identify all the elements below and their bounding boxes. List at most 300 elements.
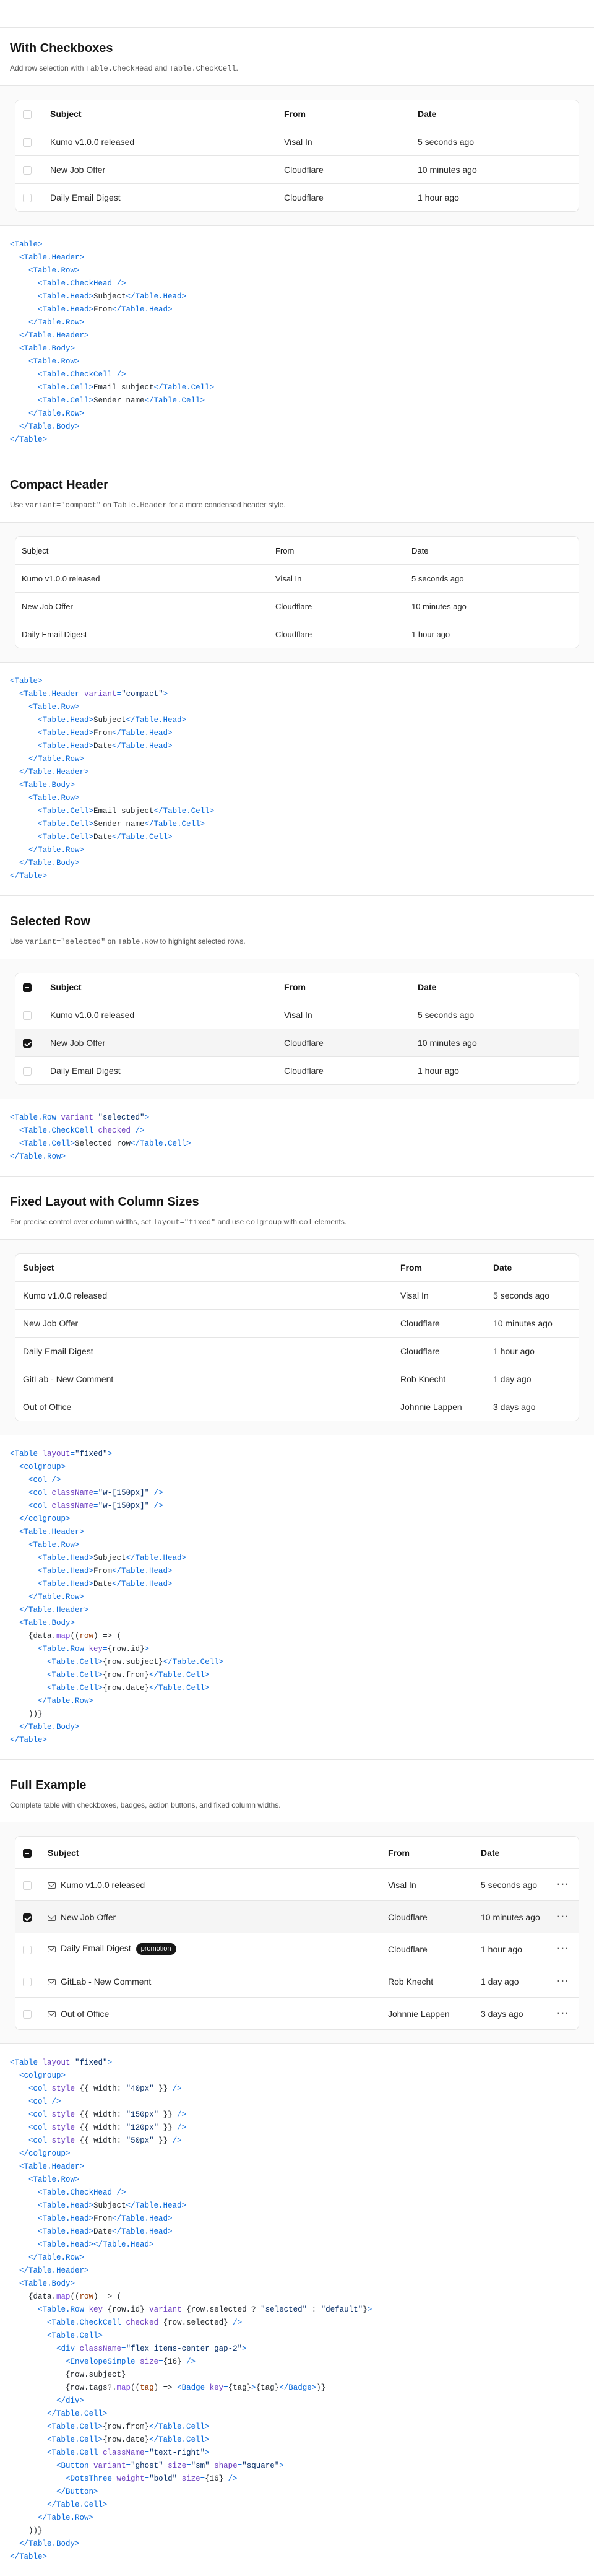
code-token bbox=[10, 2500, 47, 2509]
code-token bbox=[10, 1476, 28, 1484]
code-token bbox=[10, 768, 19, 777]
code-line bbox=[10, 2551, 584, 2564]
code-line bbox=[10, 870, 584, 883]
row-checkbox[interactable] bbox=[23, 1946, 32, 1954]
code-token: {row.from} bbox=[103, 1671, 150, 1679]
code-token: ))} bbox=[10, 1710, 43, 1718]
code-token: "40px" bbox=[126, 2084, 154, 2093]
code-line bbox=[10, 2330, 584, 2343]
code-line bbox=[10, 1591, 584, 1604]
code-token: {row.tags?. bbox=[10, 2383, 117, 2392]
code-token bbox=[10, 2253, 28, 2262]
code-token: > bbox=[279, 2461, 284, 2470]
more-actions-button[interactable]: ··· bbox=[557, 1943, 569, 1954]
code-token: <colgroup> bbox=[19, 2071, 66, 2080]
code-token: > bbox=[107, 2058, 113, 2067]
code-token: map bbox=[56, 2292, 71, 2301]
subject-cell: New Job Offer bbox=[22, 601, 73, 611]
date-cell: 1 day ago bbox=[481, 1976, 519, 1986]
subject-cell: GitLab - New Comment bbox=[23, 1374, 114, 1384]
code-token: style bbox=[51, 2136, 75, 2145]
code-token: {row.date} bbox=[103, 2435, 150, 2444]
code-token: <col bbox=[28, 2084, 52, 2093]
code-token: <Table.Cell bbox=[47, 2448, 103, 2457]
code-token: /> bbox=[131, 1126, 145, 1135]
code-line bbox=[10, 2134, 584, 2147]
code-token: variant bbox=[149, 2305, 182, 2314]
more-actions-button[interactable]: ··· bbox=[557, 1911, 569, 1922]
check-head[interactable] bbox=[15, 100, 43, 128]
select-all-checkbox[interactable] bbox=[23, 110, 32, 119]
code-token: = bbox=[126, 2461, 131, 2470]
code-token: = bbox=[200, 2474, 205, 2483]
code-token: </Table.Head> bbox=[126, 716, 187, 724]
description-text: Add row selection with bbox=[10, 64, 86, 72]
code-line bbox=[10, 2434, 584, 2447]
code-line bbox=[10, 1656, 584, 1669]
from-cell: Johnnie Lappen bbox=[400, 1402, 462, 1412]
code-token: <Table bbox=[10, 1450, 43, 1458]
code-token bbox=[10, 833, 38, 842]
code-token bbox=[10, 2539, 19, 2548]
code-line bbox=[10, 368, 584, 381]
table-row[interactable] bbox=[15, 1282, 579, 1310]
code-token bbox=[10, 2344, 56, 2353]
code-token bbox=[10, 1126, 19, 1135]
code-token: </Table.Header> bbox=[19, 331, 89, 340]
code-token bbox=[10, 1593, 28, 1601]
code-token: {row.id} bbox=[107, 2305, 150, 2314]
description-text: on bbox=[101, 500, 114, 509]
code-token: = bbox=[75, 2084, 80, 2093]
code-token: <Table.Row> bbox=[28, 357, 80, 366]
table-row[interactable] bbox=[15, 1869, 579, 1901]
inline-code: Table.Header bbox=[113, 501, 167, 510]
code-token: </Table.Row> bbox=[28, 1593, 85, 1601]
code-token bbox=[10, 2461, 56, 2470]
code-block bbox=[0, 1099, 594, 1177]
code-token: = bbox=[93, 1113, 98, 1122]
code-token bbox=[10, 1580, 38, 1588]
code-block bbox=[0, 2044, 594, 2576]
code-line bbox=[10, 2317, 584, 2330]
from-cell: Johnnie Lappen bbox=[388, 2008, 450, 2019]
code-token bbox=[10, 1502, 28, 1510]
code-token bbox=[10, 690, 19, 698]
from-cell: Cloudflare bbox=[400, 1346, 440, 1356]
table-row[interactable] bbox=[15, 1901, 579, 1933]
code-line bbox=[10, 1125, 584, 1138]
code-line bbox=[10, 290, 584, 303]
section-title: Compact Header bbox=[10, 478, 108, 492]
more-actions-button[interactable]: ··· bbox=[557, 2008, 569, 2019]
actions-header bbox=[548, 1837, 579, 1869]
check-cell[interactable] bbox=[15, 1965, 40, 1998]
code-token: </Table.Row> bbox=[28, 409, 85, 418]
code-line bbox=[10, 420, 584, 433]
code-block bbox=[0, 1435, 594, 1760]
code-token: <col /> bbox=[28, 2097, 61, 2106]
code-token: variant bbox=[61, 1113, 94, 1122]
description-text: Use bbox=[10, 500, 25, 509]
code-line bbox=[10, 433, 584, 446]
code-token bbox=[10, 2097, 28, 2106]
envelope-icon bbox=[48, 1882, 56, 1889]
from-cell: Visal In bbox=[275, 573, 302, 583]
code-token bbox=[10, 1697, 38, 1705]
date-cell: 5 seconds ago bbox=[418, 1010, 475, 1020]
code-token: className bbox=[51, 1489, 94, 1497]
row-checkbox[interactable] bbox=[23, 1881, 32, 1890]
code-token bbox=[10, 1645, 38, 1653]
code-token: (( bbox=[70, 1632, 80, 1640]
code-token: }} bbox=[153, 2136, 173, 2145]
code-token bbox=[10, 331, 19, 340]
code-token: </Table.Cell> bbox=[47, 2500, 108, 2509]
code-token: layout bbox=[42, 1450, 71, 1458]
table-row[interactable] bbox=[15, 1001, 579, 1029]
from-cell: Cloudflare bbox=[275, 601, 312, 611]
code-line bbox=[10, 779, 584, 792]
description-text: to highlight selected rows. bbox=[158, 937, 246, 946]
select-all-checkbox[interactable] bbox=[23, 983, 32, 992]
table-row[interactable] bbox=[15, 1933, 579, 1965]
code-token bbox=[10, 253, 19, 262]
example-preview bbox=[0, 959, 594, 1099]
code-token: <Table.Header> bbox=[19, 1528, 85, 1536]
code-token: <DotsThree bbox=[66, 2474, 117, 2483]
code-line bbox=[10, 355, 584, 368]
row-checkbox[interactable] bbox=[23, 194, 32, 202]
code-token bbox=[10, 1567, 38, 1575]
envelope-icon bbox=[48, 1946, 56, 1952]
check-head[interactable] bbox=[15, 1837, 40, 1869]
code-line bbox=[10, 2538, 584, 2551]
section-description bbox=[10, 1216, 584, 1228]
code-token: className bbox=[79, 2344, 122, 2353]
from-cell: Cloudflare bbox=[284, 165, 324, 175]
header-row bbox=[15, 1254, 579, 1282]
code-line bbox=[10, 407, 584, 420]
code-token: "fixed" bbox=[75, 1450, 108, 1458]
code-token bbox=[10, 846, 28, 855]
code-token: <Table.Head> bbox=[38, 2227, 94, 2236]
code-token: {row.selected} bbox=[163, 2318, 233, 2327]
row-checkbox[interactable] bbox=[23, 1039, 32, 1048]
row-checkbox[interactable] bbox=[23, 1011, 32, 1020]
section-full-example bbox=[0, 1760, 594, 2576]
code-line bbox=[10, 714, 584, 727]
row-checkbox[interactable] bbox=[23, 1067, 32, 1076]
code-token bbox=[10, 2435, 47, 2444]
code-token: <Table.Head> bbox=[38, 292, 94, 301]
code-token: > bbox=[242, 2344, 247, 2353]
code-token: style bbox=[51, 2110, 75, 2119]
code-token: <col /> bbox=[28, 1476, 61, 1484]
description-text: and bbox=[152, 64, 170, 72]
code-token: <col bbox=[28, 1489, 52, 1497]
code-line bbox=[10, 2121, 584, 2134]
code-token: {tag} bbox=[228, 2383, 252, 2392]
code-token: <Table.Head></Table.Head> bbox=[38, 2240, 154, 2249]
section-description: Complete table with checkboxes, badges, action buttons, and fixed column widths. bbox=[10, 1801, 281, 1809]
row-checkbox[interactable] bbox=[23, 2010, 32, 2019]
check-cell[interactable] bbox=[15, 1998, 40, 2030]
code-token: /> bbox=[233, 2318, 243, 2327]
table-row[interactable] bbox=[15, 184, 579, 212]
code-token bbox=[10, 2175, 28, 2184]
code-token bbox=[10, 1619, 19, 1627]
code-line bbox=[10, 740, 584, 753]
from-cell: Visal In bbox=[284, 137, 312, 147]
check-head[interactable] bbox=[15, 973, 43, 1001]
code-token: /> bbox=[149, 1502, 163, 1510]
code-token bbox=[10, 2305, 38, 2314]
column-header-date: Date bbox=[411, 546, 429, 555]
code-line bbox=[10, 2408, 584, 2421]
code-line bbox=[10, 2108, 584, 2121]
check-cell[interactable] bbox=[15, 1029, 43, 1057]
code-token bbox=[10, 1684, 47, 1692]
example-preview bbox=[0, 85, 594, 226]
column-header-subject: Subject bbox=[22, 546, 49, 555]
code-token: <Table.Head> bbox=[38, 729, 94, 738]
code-token: </Table.Head> bbox=[112, 2227, 173, 2236]
code-token bbox=[10, 2136, 28, 2145]
check-cell[interactable] bbox=[15, 184, 43, 212]
code-token: {data. bbox=[10, 2292, 57, 2301]
code-token: <Table.Cell> bbox=[47, 1658, 103, 1666]
code-line bbox=[10, 329, 584, 342]
check-cell[interactable] bbox=[15, 1933, 40, 1965]
description-text: with bbox=[282, 1217, 299, 1226]
table-row[interactable] bbox=[15, 1998, 579, 2030]
section-description bbox=[10, 499, 584, 511]
code-token bbox=[10, 2266, 19, 2275]
code-token bbox=[10, 794, 28, 803]
date-cell: 5 seconds ago bbox=[481, 1879, 538, 1890]
code-token: </Table.Head> bbox=[126, 2201, 187, 2210]
from-cell: Cloudflare bbox=[284, 193, 324, 202]
code-token bbox=[10, 2448, 47, 2457]
description-text: and use bbox=[215, 1217, 246, 1226]
code-token: </Table.Body> bbox=[19, 2539, 80, 2548]
code-line bbox=[10, 1617, 584, 1630]
subject-cell: Out of Office bbox=[23, 1402, 72, 1412]
code-token: </Table> bbox=[10, 435, 48, 444]
table-row[interactable] bbox=[15, 1393, 579, 1421]
column-header-from: From bbox=[284, 109, 306, 119]
inline-code: Table.CheckCell bbox=[169, 64, 236, 73]
row-checkbox[interactable] bbox=[23, 1978, 32, 1986]
inline-code: variant="compact" bbox=[25, 501, 101, 510]
code-line bbox=[10, 1500, 584, 1513]
code-token: </Table.Head> bbox=[126, 1554, 187, 1562]
code-token bbox=[10, 2513, 38, 2522]
code-token: variant bbox=[93, 2461, 126, 2470]
code-token: </Table.Cell> bbox=[153, 383, 215, 392]
code-token: = bbox=[75, 2136, 80, 2145]
check-cell[interactable] bbox=[15, 1001, 43, 1029]
section-title: With Checkboxes bbox=[10, 41, 113, 55]
code-token: <Table.Body> bbox=[19, 1619, 75, 1627]
code-token: <Table.Row bbox=[10, 1113, 61, 1122]
code-token: shape bbox=[214, 2461, 238, 2470]
example-preview bbox=[0, 1822, 594, 2044]
code-token: </Table.Head> bbox=[126, 292, 187, 301]
code-token: {16} bbox=[205, 2474, 228, 2483]
code-line bbox=[10, 342, 584, 355]
column-header-subject: Subject bbox=[48, 1847, 79, 1858]
code-line bbox=[10, 2160, 584, 2174]
table-row[interactable] bbox=[15, 1338, 579, 1365]
code-token: tag bbox=[140, 2383, 154, 2392]
header-row bbox=[15, 100, 579, 128]
code-token: "selected" bbox=[98, 1113, 145, 1122]
code-token: Subject bbox=[93, 2201, 126, 2210]
code-token: /> bbox=[228, 2474, 238, 2483]
check-cell[interactable] bbox=[15, 128, 43, 156]
row-checkbox[interactable] bbox=[23, 1913, 32, 1922]
date-cell: 3 days ago bbox=[493, 1402, 536, 1412]
code-token: {{ width: bbox=[79, 2123, 126, 2132]
code-token: }} bbox=[158, 2123, 178, 2132]
column-header-from: From bbox=[388, 1847, 410, 1858]
code-token: <Table.Body> bbox=[19, 2279, 75, 2288]
table-row[interactable] bbox=[15, 156, 579, 184]
code-line bbox=[10, 1578, 584, 1591]
code-token: <Table.Header> bbox=[19, 253, 85, 262]
code-token bbox=[10, 305, 38, 314]
code-line bbox=[10, 2265, 584, 2278]
code-line bbox=[10, 857, 584, 870]
code-line bbox=[10, 1604, 584, 1617]
date-cell: 5 seconds ago bbox=[493, 1290, 550, 1300]
code-block bbox=[0, 226, 594, 459]
code-token: </Table.Header> bbox=[19, 2266, 89, 2275]
column-header-date: Date bbox=[418, 109, 437, 119]
code-token: <Table.Cell> bbox=[19, 1139, 75, 1148]
code-line bbox=[10, 1138, 584, 1151]
code-token: "50px" bbox=[126, 2136, 154, 2145]
code-token: className bbox=[103, 2448, 145, 2457]
code-token: = bbox=[223, 2383, 228, 2392]
code-token: > bbox=[107, 1450, 113, 1458]
check-cell[interactable] bbox=[15, 1901, 40, 1933]
code-token: = bbox=[70, 2058, 75, 2067]
code-token bbox=[10, 1541, 28, 1549]
code-token: </Table.Head> bbox=[112, 2214, 173, 2223]
code-token: From bbox=[93, 305, 113, 314]
code-token: </Table.Row> bbox=[10, 1152, 66, 1161]
code-token: <Table> bbox=[10, 677, 43, 685]
code-token: "sm" bbox=[191, 2461, 210, 2470]
subject-cell bbox=[40, 1901, 381, 1933]
code-line bbox=[10, 688, 584, 701]
code-line bbox=[10, 316, 584, 329]
code-token: <Table.Head> bbox=[38, 305, 94, 314]
table-row[interactable] bbox=[15, 565, 579, 593]
check-cell[interactable] bbox=[15, 1869, 40, 1901]
code-line bbox=[10, 2486, 584, 2499]
more-actions-button[interactable]: ··· bbox=[557, 1879, 569, 1890]
actions-cell bbox=[548, 1901, 579, 1933]
code-token: = bbox=[158, 2357, 163, 2366]
code-token: = bbox=[70, 1450, 75, 1458]
code-line bbox=[10, 381, 584, 394]
check-cell[interactable] bbox=[15, 156, 43, 184]
code-token bbox=[10, 2318, 47, 2327]
code-token: <Badge bbox=[177, 2383, 210, 2392]
check-cell[interactable] bbox=[15, 1057, 43, 1085]
code-line bbox=[10, 766, 584, 779]
code-token: <Table.CheckHead /> bbox=[38, 2188, 126, 2197]
email-table bbox=[15, 1836, 579, 2030]
table-row[interactable] bbox=[15, 1029, 579, 1057]
table-row[interactable] bbox=[15, 620, 579, 648]
section-description bbox=[10, 63, 584, 74]
table-row[interactable] bbox=[15, 593, 579, 620]
code-token: : bbox=[307, 2305, 321, 2314]
code-token: </Badge> bbox=[279, 2383, 317, 2392]
code-token: "120px" bbox=[126, 2123, 159, 2132]
code-token bbox=[10, 2474, 66, 2483]
select-all-checkbox[interactable] bbox=[23, 1849, 32, 1858]
code-token: </Table.Row> bbox=[28, 318, 85, 327]
from-cell: Cloudflare bbox=[400, 1318, 440, 1328]
table-row[interactable] bbox=[15, 1965, 579, 1998]
column-header-from: From bbox=[275, 546, 295, 555]
code-line bbox=[10, 251, 584, 264]
code-token bbox=[10, 1554, 38, 1562]
more-actions-button[interactable]: ··· bbox=[557, 1975, 569, 1986]
code-token: Subject bbox=[93, 292, 126, 301]
code-token: variant bbox=[84, 690, 117, 698]
code-token: /> bbox=[172, 2084, 182, 2093]
row-checkbox[interactable] bbox=[23, 166, 32, 175]
code-token: Email subject bbox=[93, 383, 154, 392]
code-token: map bbox=[116, 2383, 131, 2392]
code-token: "ghost" bbox=[131, 2461, 163, 2470]
code-token: </Table.Cell> bbox=[153, 807, 215, 816]
code-token: "bold" bbox=[149, 2474, 178, 2483]
code-line bbox=[10, 2239, 584, 2252]
code-token bbox=[10, 716, 38, 724]
code-token: <Table> bbox=[10, 240, 43, 249]
table-row[interactable] bbox=[15, 1310, 579, 1338]
row-checkbox[interactable] bbox=[23, 138, 32, 147]
code-token: {{ width: bbox=[79, 2110, 126, 2119]
code-token: From bbox=[93, 1567, 113, 1575]
code-token: "square" bbox=[242, 2461, 280, 2470]
code-token: <Table.Cell> bbox=[38, 383, 94, 392]
code-token bbox=[10, 2331, 47, 2340]
code-line bbox=[10, 1526, 584, 1539]
code-token bbox=[10, 370, 38, 379]
code-token: </Table.Head> bbox=[112, 729, 173, 738]
code-token: = bbox=[121, 2344, 126, 2353]
code-token: /> bbox=[177, 2123, 187, 2132]
code-token: <Table.Header bbox=[19, 690, 85, 698]
code-token bbox=[10, 807, 38, 816]
subject-text: Kumo v1.0.0 released bbox=[61, 1879, 145, 1890]
date-cell: 10 minutes ago bbox=[493, 1318, 553, 1328]
code-line bbox=[10, 2200, 584, 2213]
table-row[interactable] bbox=[15, 128, 579, 156]
code-line bbox=[10, 2226, 584, 2239]
table-row[interactable] bbox=[15, 1057, 579, 1085]
table-row[interactable] bbox=[15, 1365, 579, 1393]
